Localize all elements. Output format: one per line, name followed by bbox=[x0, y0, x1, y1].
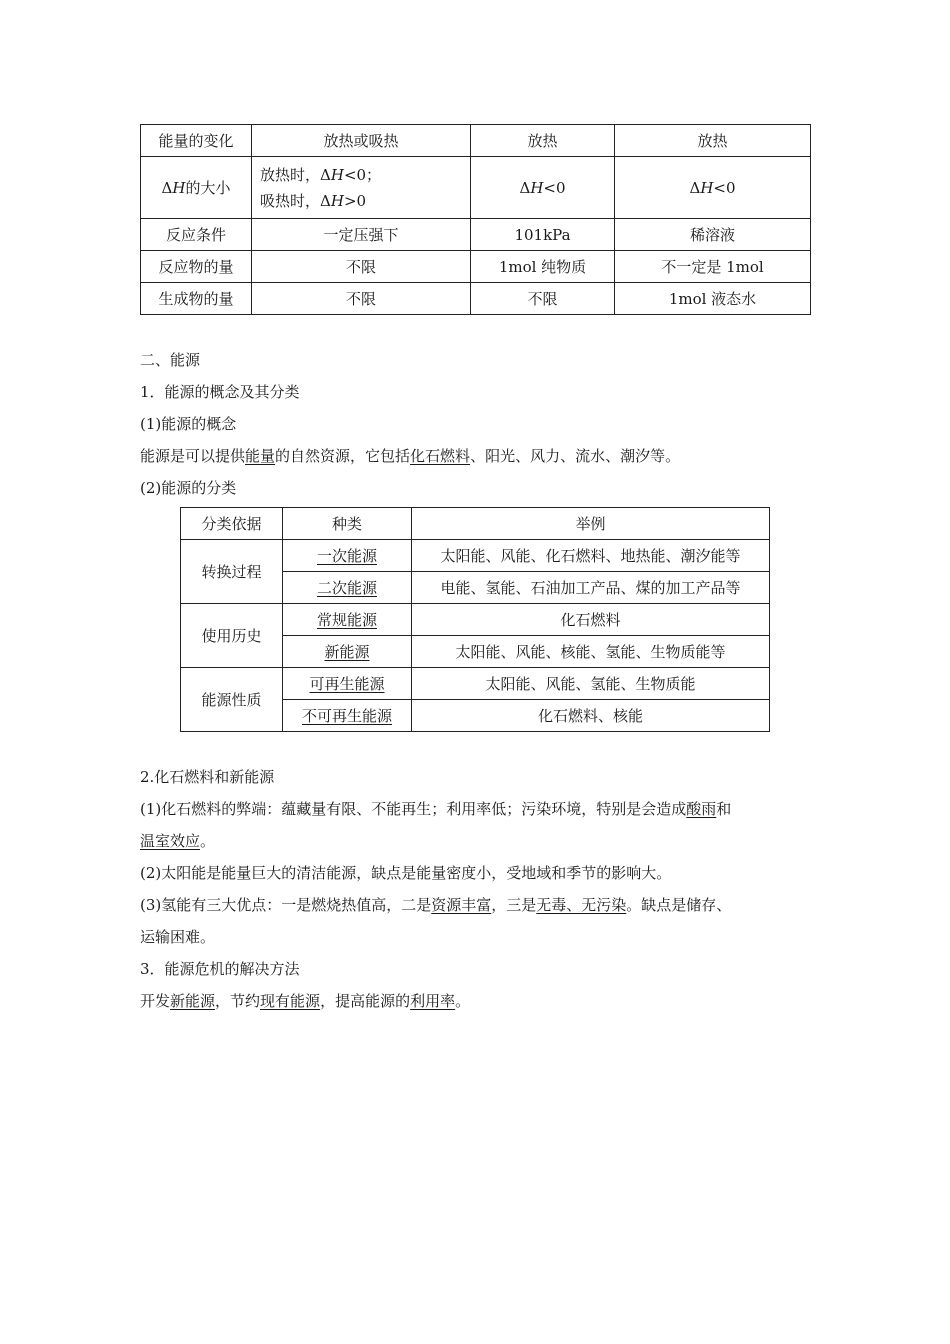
row-label: 生成物的量 bbox=[141, 283, 252, 315]
column-header: 分类依据 bbox=[181, 508, 283, 540]
table-cell: ΔH<0 bbox=[471, 157, 615, 219]
table-cell: 不限 bbox=[252, 251, 471, 283]
table-row bbox=[181, 668, 770, 700]
example-cell: 太阳能、风能、化石燃料、地热能、潮汐能等 bbox=[412, 540, 770, 572]
table-cell: 放热时，ΔH<0； 吸热时，ΔH>0 bbox=[252, 157, 471, 219]
paragraph: (1)化石燃料的弊端：蕴藏量有限、不能再生；利用率低；污染环境，特别是会造成酸雨和 bbox=[140, 800, 732, 818]
table-row bbox=[181, 540, 770, 572]
example-cell: 太阳能、风能、氢能、生物质能 bbox=[412, 668, 770, 700]
example-cell: 化石燃料 bbox=[412, 604, 770, 636]
table-cell: ΔH<0 bbox=[615, 157, 811, 219]
table-cell: 不限 bbox=[252, 283, 471, 315]
kind-cell: 常规能源 bbox=[283, 604, 412, 636]
basis-cell: 使用历史 bbox=[181, 604, 283, 668]
paragraph: (2)太阳能是能量巨大的清洁能源，缺点是能量密度小，受地域和季节的影响大。 bbox=[140, 864, 672, 882]
kind-cell: 二次能源 bbox=[283, 572, 412, 604]
subsection-heading: (2)能源的分类 bbox=[140, 479, 237, 497]
table-row bbox=[141, 125, 811, 157]
subsection-heading: 1．能源的概念及其分类 bbox=[140, 383, 300, 401]
table-row bbox=[141, 157, 811, 219]
row-label: 能量的变化 bbox=[141, 125, 252, 157]
kind-cell: 一次能源 bbox=[283, 540, 412, 572]
basis-cell: 转换过程 bbox=[181, 540, 283, 604]
table-cell: 不一定是 1mol bbox=[615, 251, 811, 283]
paragraph: 开发新能源，节约现有能源，提高能源的利用率。 bbox=[140, 992, 471, 1010]
table-cell: 101kPa bbox=[471, 219, 615, 251]
subsection-heading: 2.化石燃料和新能源 bbox=[140, 768, 275, 786]
example-cell: 电能、氢能、石油加工产品、煤的加工产品等 bbox=[412, 572, 770, 604]
row-label: ΔH的大小 bbox=[141, 157, 252, 219]
comparison-table bbox=[140, 124, 811, 315]
table-cell: 放热 bbox=[471, 125, 615, 157]
table-cell: 一定压强下 bbox=[252, 219, 471, 251]
table-row bbox=[141, 251, 811, 283]
column-header: 种类 bbox=[283, 508, 412, 540]
table-cell: 1mol 液态水 bbox=[615, 283, 811, 315]
table-row bbox=[181, 604, 770, 636]
kind-cell: 可再生能源 bbox=[283, 668, 412, 700]
table-cell: 放热或吸热 bbox=[252, 125, 471, 157]
table-cell: 放热 bbox=[615, 125, 811, 157]
paragraph-continuation: 温室效应。 bbox=[140, 832, 216, 850]
kind-cell: 不可再生能源 bbox=[283, 700, 412, 732]
example-cell: 太阳能、风能、核能、氢能、生物质能等 bbox=[412, 636, 770, 668]
paragraph: 能源是可以提供能量的自然资源，它包括化石燃料、阳光、风力、流水、潮汐等。 bbox=[140, 447, 681, 465]
kind-cell: 新能源 bbox=[283, 636, 412, 668]
subsection-heading: (1)能源的概念 bbox=[140, 415, 237, 433]
paragraph: (3)氢能有三大优点：一是燃烧热值高，二是资源丰富，三是无毒、无污染。缺点是储存、 bbox=[140, 896, 732, 914]
table-cell: 稀溶液 bbox=[615, 219, 811, 251]
basis-cell: 能源性质 bbox=[181, 668, 283, 732]
row-label: 反应物的量 bbox=[141, 251, 252, 283]
table-header-row bbox=[181, 508, 770, 540]
classification-table bbox=[180, 507, 770, 732]
table-row bbox=[141, 283, 811, 315]
subsection-heading: 3．能源危机的解决方法 bbox=[140, 960, 300, 978]
table-cell: 1mol 纯物质 bbox=[471, 251, 615, 283]
table-cell: 不限 bbox=[471, 283, 615, 315]
example-cell: 化石燃料、核能 bbox=[412, 700, 770, 732]
paragraph-continuation: 运输困难。 bbox=[140, 928, 216, 946]
table-row bbox=[141, 219, 811, 251]
row-label: 反应条件 bbox=[141, 219, 252, 251]
column-header: 举例 bbox=[412, 508, 770, 540]
section-heading: 二、能源 bbox=[140, 351, 201, 369]
